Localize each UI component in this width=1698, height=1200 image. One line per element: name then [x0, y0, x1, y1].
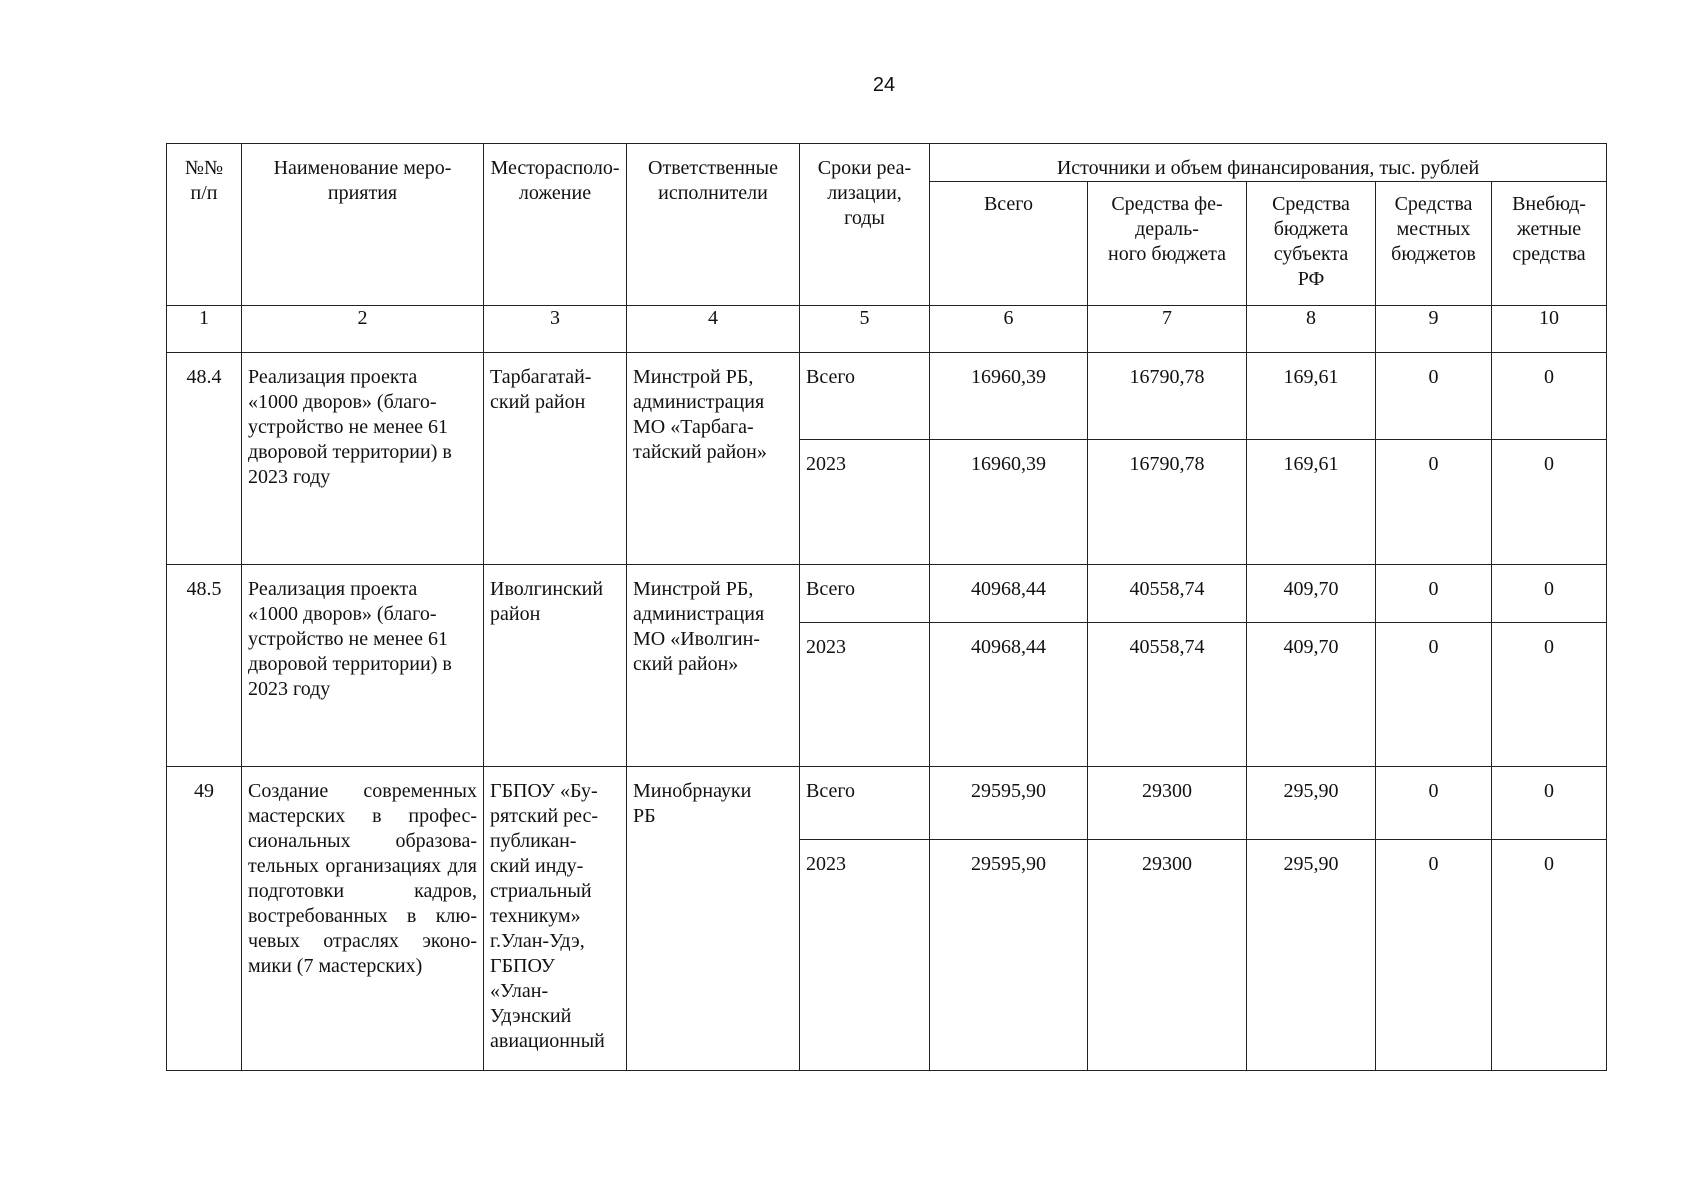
row-period: 2023 — [800, 840, 930, 1071]
column-number: 4 — [627, 306, 800, 353]
row-period: Всего — [800, 565, 930, 623]
row-responsible: Минстрой РБ, администрация МО «Иволгин- ский район» — [627, 565, 800, 767]
row-name: Реализация проекта «1000 дворов» (благо- устройство не менее 61 дворовой территории) в 2023 году — [242, 565, 484, 767]
row-num: 49 — [167, 767, 242, 1071]
row-location: ГБПОУ «Бу- рятский рес- публикан- ский инду- стриальный техникум» г.Улан-Удэ, ГБПОУ «Улан- Удэнский авиационный — [484, 767, 627, 1071]
row-location: Иволгинский район — [484, 565, 627, 767]
row-total: 16960,39 — [930, 353, 1088, 440]
row-total: 16960,39 — [930, 440, 1088, 565]
row-subject: 409,70 — [1247, 565, 1376, 623]
row-location: Тарбагатай- ский район — [484, 353, 627, 565]
row-local: 0 — [1376, 353, 1492, 440]
table-row — [167, 353, 1607, 440]
header-terms: Сроки реа- лизации, годы — [800, 144, 930, 306]
row-period: 2023 — [800, 440, 930, 565]
row-subject: 295,90 — [1247, 767, 1376, 840]
row-federal: 16790,78 — [1088, 353, 1247, 440]
row-total: 29595,90 — [930, 767, 1088, 840]
column-number: 5 — [800, 306, 930, 353]
header-extra: Внебюд- жетные средства — [1492, 182, 1607, 306]
row-extra: 0 — [1492, 840, 1607, 1071]
row-subject: 295,90 — [1247, 840, 1376, 1071]
row-federal: 40558,74 — [1088, 565, 1247, 623]
row-period: Всего — [800, 353, 930, 440]
column-number: 10 — [1492, 306, 1607, 353]
row-period: Всего — [800, 767, 930, 840]
row-responsible: Минобрнауки РБ — [627, 767, 800, 1071]
column-number: 9 — [1376, 306, 1492, 353]
header-total: Всего — [930, 182, 1088, 306]
table-row — [167, 767, 1607, 840]
column-number: 2 — [242, 306, 484, 353]
row-local: 0 — [1376, 440, 1492, 565]
row-local: 0 — [1376, 840, 1492, 1071]
row-federal: 40558,74 — [1088, 623, 1247, 767]
row-federal: 16790,78 — [1088, 440, 1247, 565]
row-local: 0 — [1376, 623, 1492, 767]
row-extra: 0 — [1492, 623, 1607, 767]
row-local: 0 — [1376, 565, 1492, 623]
header-funding: Источники и объем финансирования, тыс. рублей — [930, 144, 1607, 182]
column-number: 3 — [484, 306, 627, 353]
row-federal: 29300 — [1088, 767, 1247, 840]
row-subject: 409,70 — [1247, 623, 1376, 767]
header-federal: Средства фе- дераль- ного бюджета — [1088, 182, 1247, 306]
column-number-row — [167, 306, 1607, 353]
header-responsible: Ответственные исполнители — [627, 144, 800, 306]
row-extra: 0 — [1492, 440, 1607, 565]
header-num: №№ п/п — [167, 144, 242, 306]
header-location: Месторасполо- ложение — [484, 144, 627, 306]
row-name: Реализация проекта «1000 дворов» (благо- устройство не менее 61 дворовой территории) в 2023 году — [242, 353, 484, 565]
column-number: 7 — [1088, 306, 1247, 353]
row-responsible: Минстрой РБ, администрация МО «Тарбага- тайский район» — [627, 353, 800, 565]
header-subject: Средства бюджета субъекта РФ — [1247, 182, 1376, 306]
row-name: Создание современных мастерских в профес-сиональных образова-тельных организациях для подготовки кадров, востребованных в клю-чевых отраслях эконо-мики (7 мастерских) — [242, 767, 484, 1071]
row-num: 48.4 — [167, 353, 242, 565]
row-extra: 0 — [1492, 353, 1607, 440]
header-local: Средства местных бюджетов — [1376, 182, 1492, 306]
row-total: 40968,44 — [930, 565, 1088, 623]
row-num: 48.5 — [167, 565, 242, 767]
row-local: 0 — [1376, 767, 1492, 840]
row-subject: 169,61 — [1247, 440, 1376, 565]
funding-table — [166, 143, 1607, 1071]
column-number: 6 — [930, 306, 1088, 353]
column-number: 8 — [1247, 306, 1376, 353]
row-subject: 169,61 — [1247, 353, 1376, 440]
row-total: 29595,90 — [930, 840, 1088, 1071]
header-name: Наименование меро- приятия — [242, 144, 484, 306]
column-number: 1 — [167, 306, 242, 353]
row-extra: 0 — [1492, 565, 1607, 623]
row-extra: 0 — [1492, 767, 1607, 840]
row-federal: 29300 — [1088, 840, 1247, 1071]
table-row — [167, 565, 1607, 623]
page-number: 24 — [872, 74, 896, 96]
row-period: 2023 — [800, 623, 930, 767]
row-total: 40968,44 — [930, 623, 1088, 767]
